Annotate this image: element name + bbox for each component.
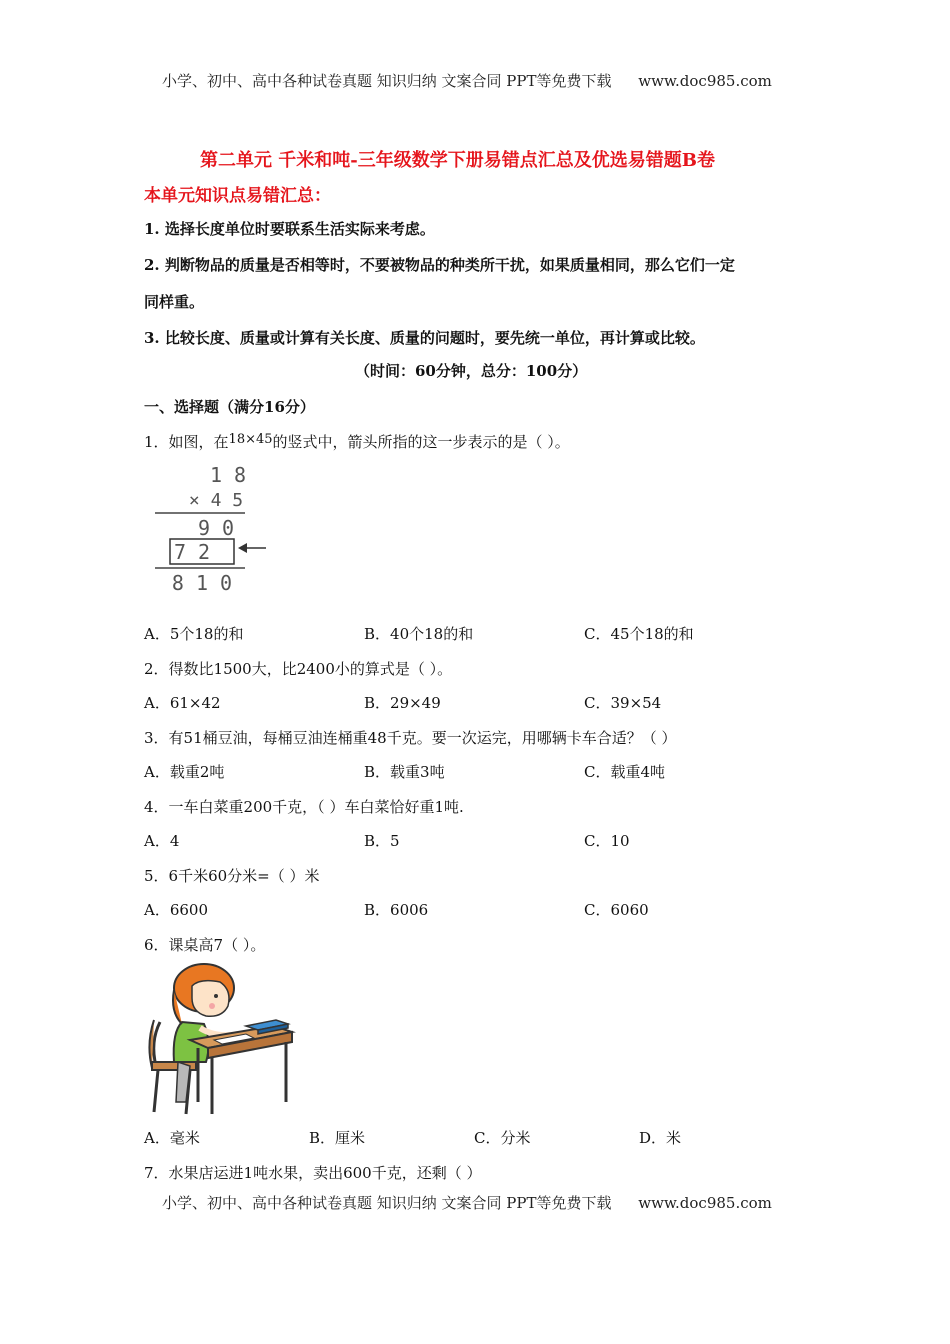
q1-option-a[interactable]: A．5个18的和 — [144, 625, 244, 643]
q3-option-b[interactable]: B．载重3吨 — [364, 763, 445, 781]
multiplication-figure — [150, 462, 280, 597]
q3-option-a[interactable]: A．载重2吨 — [144, 763, 225, 781]
fig-multiplier: × 4 5 — [188, 490, 244, 511]
point-3: 3. 比较长度、质量或计算有关长度、质量的问题时，要先统一单位，再计算或比较。 — [144, 329, 705, 347]
header-text: 小学、初中、高中各种试卷真题 知识归纳 文案合同 PPT等免费下载 — [162, 72, 612, 90]
q6-option-a[interactable]: A．毫米 — [144, 1129, 200, 1147]
q6-option-d[interactable]: D．米 — [639, 1129, 682, 1147]
footer-url[interactable]: www.doc985.com — [638, 1194, 772, 1212]
q1-option-c[interactable]: C．45个18的和 — [584, 625, 694, 643]
question-1-expr: 18×45 — [228, 432, 273, 447]
arrow-icon — [238, 543, 266, 553]
q5-option-b[interactable]: B．6006 — [364, 901, 429, 919]
q4-option-b[interactable]: B．5 — [364, 832, 400, 850]
question-5: 5．6千米60分米=（ ）米 — [144, 867, 320, 885]
time-info: （时间：60分钟，总分：100分） — [355, 362, 588, 380]
section-subtitle: 本单元知识点易错汇总： — [144, 186, 331, 206]
section-heading: 一、选择题（满分16分） — [144, 398, 315, 416]
question-7: 7．水果店运进1吨水果，卖出600千克，还剩（ ） — [144, 1164, 482, 1182]
header-url[interactable]: www.doc985.com — [638, 72, 772, 90]
question-1-pre: 1．如图，在 — [144, 433, 229, 451]
q2-option-a[interactable]: A．61×42 — [144, 694, 221, 712]
footer-text: 小学、初中、高中各种试卷真题 知识归纳 文案合同 PPT等免费下载 — [162, 1194, 612, 1212]
fig-multiplicand: 1 8 — [209, 463, 247, 487]
q6-option-b[interactable]: B．厘米 — [309, 1129, 366, 1147]
fig-partial-2: 7 2 — [173, 540, 211, 564]
q5-option-a[interactable]: A．6600 — [144, 901, 209, 919]
fig-result: 8 1 0 — [171, 571, 233, 595]
q6-option-c[interactable]: C．分米 — [474, 1129, 531, 1147]
q2-option-c[interactable]: C．39×54 — [584, 694, 662, 712]
question-1 — [144, 431, 570, 452]
page-footer — [162, 1192, 772, 1213]
page-title: 第二单元 千米和吨-三年级数学下册易错点汇总及优选易错题B卷 — [200, 150, 715, 171]
q4-option-c[interactable]: C．10 — [584, 832, 630, 850]
question-1-post: 的竖式中，箭头所指的这一步表示的是（ ）。 — [272, 433, 570, 451]
q4-option-a[interactable]: A．4 — [144, 832, 180, 850]
q2-option-b[interactable]: B．29×49 — [364, 694, 441, 712]
question-4: 4．一车白菜重200千克，（ ）车白菜恰好重1吨. — [144, 798, 464, 816]
child-at-desk-illustration — [146, 962, 296, 1122]
q5-option-c[interactable]: C．6060 — [584, 901, 649, 919]
q1-option-b[interactable]: B．40个18的和 — [364, 625, 474, 643]
point-1: 1. 选择长度单位时要联系生活实际来考虑。 — [144, 220, 435, 238]
question-3: 3．有51桶豆油，每桶豆油连桶重48千克。要一次运完，用哪辆卡车合适？（ ） — [144, 729, 677, 747]
fig-partial-1: 9 0 — [197, 516, 235, 540]
question-2: 2．得数比1500大，比2400小的算式是（ ）。 — [144, 660, 453, 678]
question-6: 6．课桌高7（ ）。 — [144, 936, 266, 954]
point-2-cont: 同样重。 — [144, 293, 205, 311]
point-2: 2. 判断物品的质量是否相等时，不要被物品的种类所干扰，如果质量相同，那么它们一定 — [144, 256, 735, 274]
q3-option-c[interactable]: C．载重4吨 — [584, 763, 666, 781]
page-header — [162, 70, 772, 91]
